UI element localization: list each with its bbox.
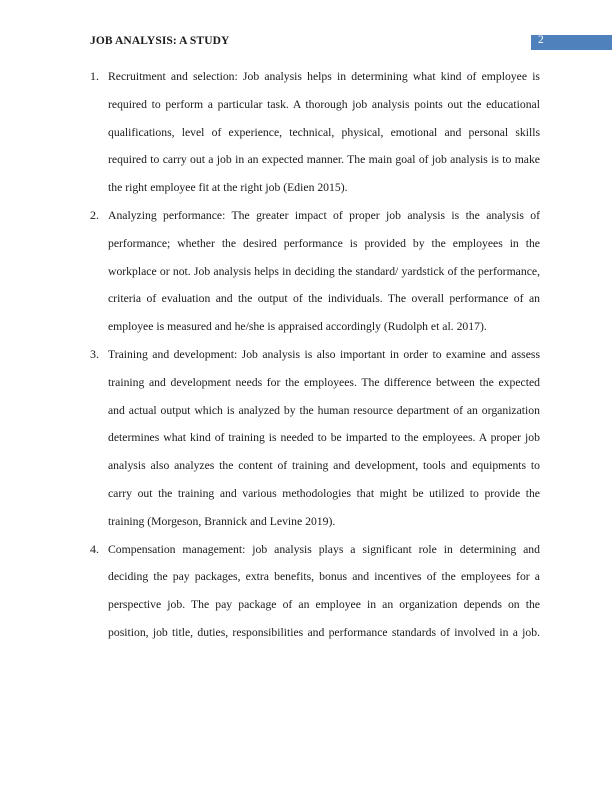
list-item-number: 4.: [90, 541, 99, 556]
list-item-text: Compensation management: job analysis plays a significant role in determining and deciding the pay packages, extra benefits, bonus and incentives of the employees for a perspective job. The pay package of an employee in an organization depends on the position, job title, duties, responsibilities and performance standards of involved in a job.: [108, 542, 540, 639]
list-item-number: 2.: [90, 207, 99, 222]
running-head: JOB ANALYSIS: A STUDY: [90, 35, 230, 47]
numbered-list: [0, 63, 612, 647]
list-item-number: 1.: [90, 69, 99, 83]
list-item: [0, 536, 612, 647]
list-item: [0, 202, 612, 341]
list-item: [0, 63, 612, 202]
list-item-number: 3.: [90, 346, 99, 361]
list-item: [0, 341, 612, 536]
list-item-text: Analyzing performance: The greater impact of proper job analysis is the analysis of performance; whether the desired performance is provided by the employees in the workplace or not. Job analysis helps in deciding the standard/ yardstick of the performance, criteria of evaluation and the output of the individuals. The overall performance of an employee is measured and he/she is appraised accordingly (Rudolph et al. 2017).: [108, 208, 540, 334]
list-item-text: Training and development: Job analysis is also important in order to examine and assess training and development needs for the employees. The difference between the expected and actual output which is analyzed by the human resource department of an organization determines what kind of training is needed to be imparted to the employees. A proper job analysis also analyzes the content of training and development, tools and equipments to carry out the training and various methodologies that might be utilized to provide the training (Morgeson, Brannick and Levine 2019).: [108, 347, 540, 528]
list-item-text: Recruitment and selection: Job analysis helps in determining what kind of employee is required to perform a particular task. A thorough job analysis points out the educational qualifications, level of experience, technical, physical, emotional and personal skills required to carry out a job in an expected manner. The main goal of job analysis is to make the right employee fit at the right job (Edien 2015).: [108, 70, 540, 195]
page-number: 2: [538, 34, 544, 46]
